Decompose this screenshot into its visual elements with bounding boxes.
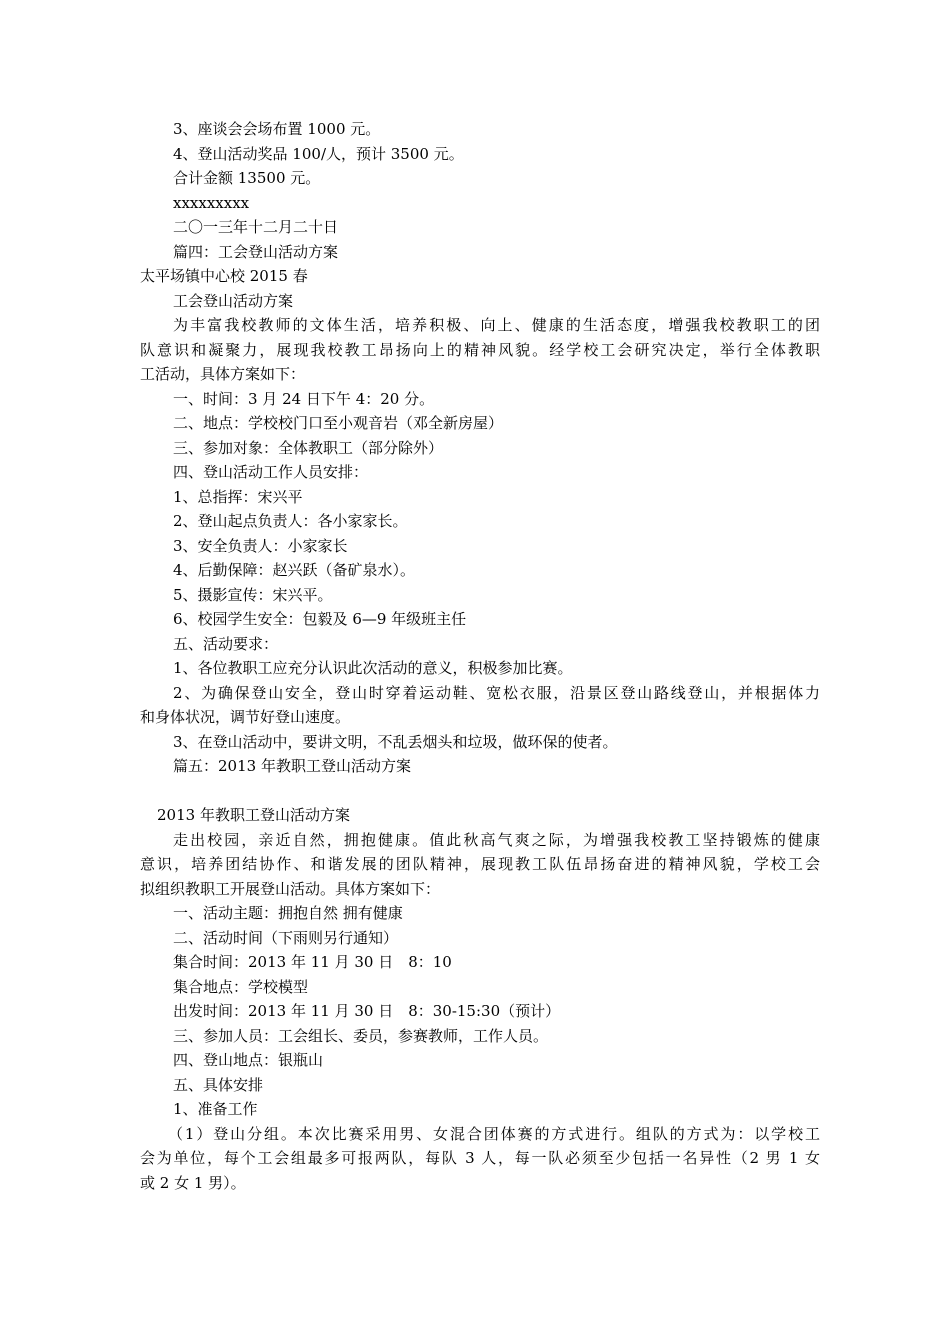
- budget-total: 合计金额 13500 元。: [173, 169, 321, 187]
- list-item: 四、登山活动工作人员安排：: [173, 463, 369, 481]
- list-item: 3、在登山活动中，要讲文明，不乱丢烟头和垃圾，做环保的使者。: [173, 733, 618, 751]
- budget-item-3: 3、座谈会会场布置 1000 元。: [173, 120, 381, 138]
- list-item: 出发时间：2013 年 11 月 30 日 8：30-15:30（预计）: [173, 1002, 561, 1020]
- list-item: 1、各位教职工应充分认识此次活动的意义，积极参加比赛。: [173, 659, 573, 677]
- list-item: 3、安全负责人：小家家长: [173, 537, 348, 555]
- list-item: 1、准备工作: [173, 1100, 258, 1118]
- list-item: 一、活动主题：拥抱自然 拥有健康: [173, 904, 403, 922]
- list-item: 三、参加人员：工会组长、委员，参赛教师，工作人员。: [173, 1027, 549, 1045]
- list-item: 四、登山地点：银瓶山: [173, 1051, 324, 1069]
- plan-title: 工会登山活动方案: [173, 292, 294, 310]
- list-item: 五、具体安排: [173, 1076, 264, 1094]
- list-item: 二、活动时间（下雨则另行通知）: [173, 929, 399, 947]
- plan-title: 2013 年教职工登山活动方案: [157, 806, 350, 824]
- school-name: 太平场镇中心校 2015 春: [140, 267, 308, 285]
- list-item: 1、总指挥：宋兴平: [173, 488, 303, 506]
- list-item: 二、地点：学校校门口至小观音岩（邓全新房屋）: [173, 414, 504, 432]
- signature-date: 二〇一三年十二月二十日: [173, 218, 339, 236]
- list-item: 集合时间：2013 年 11 月 30 日 8：10: [173, 953, 452, 971]
- paragraph-line: 或 2 女 1 男）。: [140, 1174, 246, 1192]
- paragraph-line: 意识，培养团结协作、和谐发展的团队精神，展现教工队伍昂扬奋进的精神风貌，学校工会: [140, 855, 820, 873]
- section-heading-4: 篇四：工会登山活动方案: [173, 243, 339, 261]
- list-item: 4、后勤保障：赵兴跃（备矿泉水）。: [173, 561, 416, 579]
- list-item: 五、活动要求：: [173, 635, 279, 653]
- section-heading-5: 篇五：2013 年教职工登山活动方案: [173, 757, 411, 775]
- paragraph-line: 拟组织教职工开展登山活动。具体方案如下：: [140, 880, 441, 898]
- list-item: 集合地点：学校模型: [173, 978, 309, 996]
- paragraph-line: 走出校园，亲近自然，拥抱健康。值此秋高气爽之际，为增强我校教工坚持锻炼的健康: [173, 831, 820, 849]
- list-item-continued: 和身体状况，调节好登山速度。: [140, 708, 351, 726]
- paragraph-line: 工活动，具体方案如下：: [140, 365, 306, 383]
- budget-item-4: 4、登山活动奖品 100/人，预计 3500 元。: [173, 145, 464, 163]
- list-item: 2、登山起点负责人：各小家家长。: [173, 512, 408, 530]
- list-item: 6、校园学生安全：包毅及 6—9 年级班主任: [173, 610, 467, 628]
- signature-name: xxxxxxxxx: [173, 194, 250, 212]
- paragraph-line: 会为单位，每个工会组最多可报两队，每队 3 人，每一队必须至少包括一名异性（2 男 1 女: [140, 1149, 820, 1167]
- list-item: 2、为确保登山安全，登山时穿着运动鞋、宽松衣服，沿景区登山路线登山，并根据体力: [173, 684, 820, 702]
- paragraph-line: 为丰富我校教师的文体生活，培养积极、向上、健康的生活态度，增强我校教职工的团: [173, 316, 820, 334]
- list-item: 三、参加对象：全体教职工（部分除外）: [173, 439, 444, 457]
- paragraph-line: （1）登山分组。本次比赛采用男、女混合团体赛的方式进行。组队的方式为：以学校工: [168, 1125, 820, 1143]
- paragraph-line: 队意识和凝聚力，展现我校教工昂扬向上的精神风貌。经学校工会研究决定，举行全体教职: [140, 341, 820, 359]
- list-item: 一、时间：3 月 24 日下午 4：20 分。: [173, 390, 435, 408]
- list-item: 5、摄影宣传：宋兴平。: [173, 586, 333, 604]
